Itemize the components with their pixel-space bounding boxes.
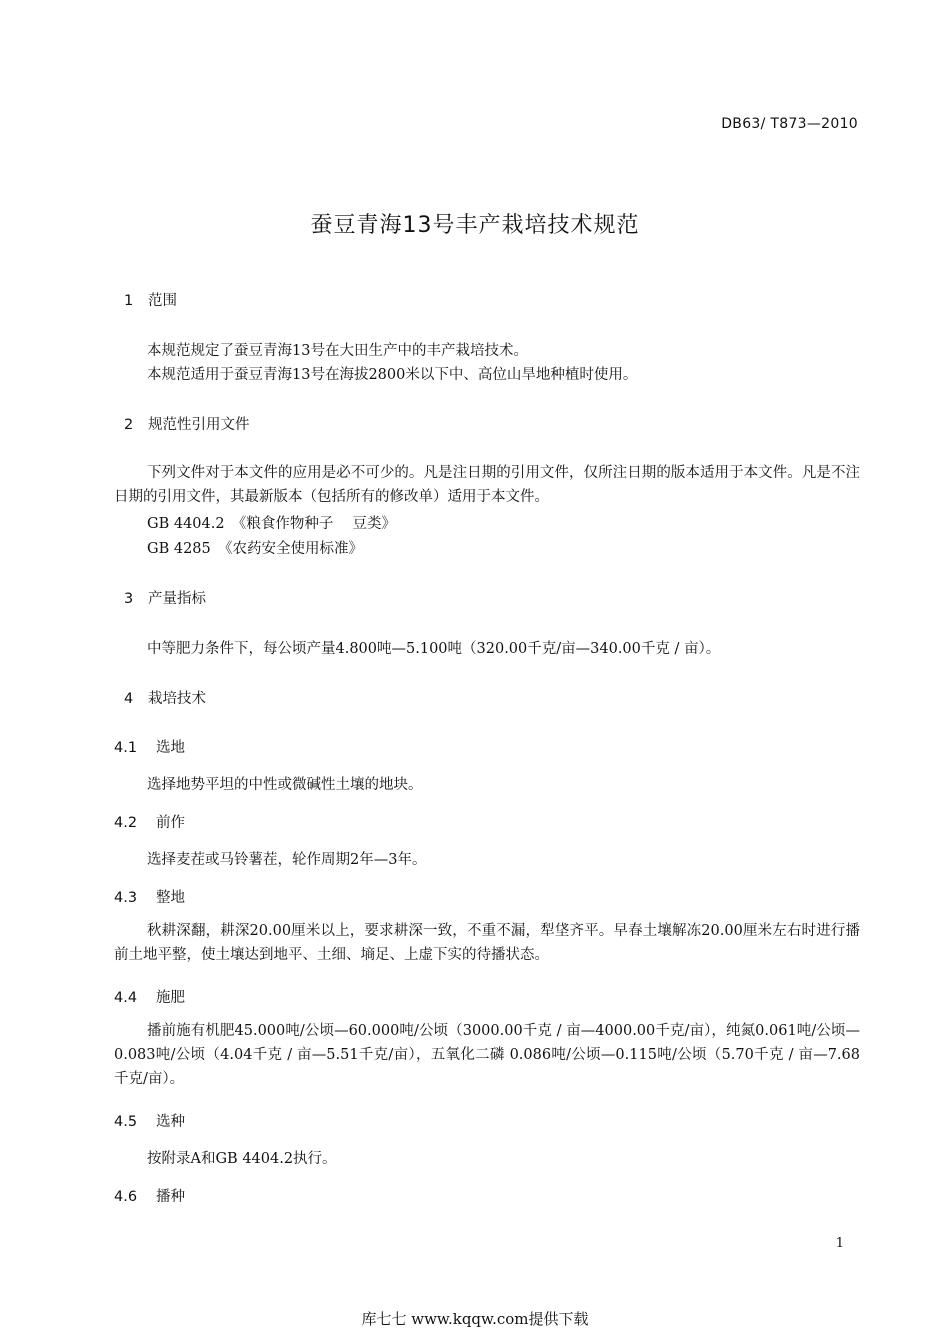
subsection-heading-4-2 (114, 811, 185, 832)
subsection-number: 4.6 (114, 1189, 138, 1205)
footer-watermark: 库七七 www.kqqw.com提供下载 (361, 1310, 589, 1328)
section-title: 范围 (148, 293, 177, 309)
subsection-title: 选种 (156, 1114, 185, 1130)
paragraph: 播前施有机肥45.000吨/公顷—60.000吨/公顷（3000.00千克 / 亩—4000.00千克/亩），纯氮0.061吨/公顷—0.083吨/公顷（4.04千克 / 亩—5.51千克/亩），五氧化二磷 0.086吨/公顷—0.115吨/公顷（5.70千克 / 亩—7.68千克/亩）。 (114, 1023, 860, 1087)
subsection-title: 施肥 (156, 990, 185, 1006)
section-title: 产量指标 (148, 591, 206, 607)
subsection-number: 4.5 (114, 1114, 138, 1130)
section-number: 2 (124, 417, 134, 433)
paragraph: 本规范规定了蚕豆青海13号在大田生产中的丰产栽培技术。 (147, 343, 528, 359)
section-number: 4 (124, 691, 134, 707)
page-number: 1 (835, 1236, 844, 1251)
page-title: 蚕豆青海13号丰产栽培技术规范 (310, 213, 640, 238)
section-title: 栽培技术 (148, 691, 206, 707)
paragraph: 按附录A和GB 4404.2执行。 (147, 1151, 337, 1167)
section-heading-2 (124, 413, 250, 434)
subsection-title: 播种 (156, 1189, 185, 1205)
subsection-heading-4-1 (114, 736, 185, 757)
section-number: 3 (124, 591, 134, 607)
section-heading-3 (124, 587, 206, 608)
paragraph: 选择地势平坦的中性或微碱性土壤的地块。 (147, 777, 423, 793)
subsection-heading-4-6 (114, 1185, 185, 1206)
section-number: 1 (124, 293, 134, 309)
paragraph: 秋耕深翻，耕深20.00厘米以上，要求耕深一致，不重不漏，犁垡齐平。早春土壤解冻20.00厘米左右时进行播前土地平整，使土壤达到地平、土细、墒足、上虚下实的待播状态。 (114, 923, 860, 963)
subsection-title: 前作 (156, 815, 185, 831)
reference-item: GB 4404.2 《粮食作物种子 豆类》 (147, 516, 396, 532)
subsection-heading-4-3 (114, 886, 185, 907)
document-number: DB63/ T873—2010 (721, 116, 858, 132)
paragraph: 本规范适用于蚕豆青海13号在海拔2800米以下中、高位山旱地种植时使用。 (147, 367, 638, 383)
paragraph: 选择麦茬或马铃薯茬，轮作周期2年—3年。 (147, 852, 427, 868)
reference-item: GB 4285 《农药安全使用标准》 (147, 541, 363, 557)
paragraph: 下列文件对于本文件的应用是必不可少的。凡是注日期的引用文件，仅所注日期的版本适用于本文件。凡是不注日期的引用文件，其最新版本（包括所有的修改单）适用于本文件。 (114, 465, 860, 505)
subsection-number: 4.1 (114, 740, 138, 756)
paragraph: 中等肥力条件下，每公顷产量4.800吨—5.100吨（320.00千克/亩—340.00千克 / 亩）。 (147, 641, 721, 657)
subsection-number: 4.4 (114, 990, 138, 1006)
subsection-heading-4-5 (114, 1110, 185, 1131)
section-title: 规范性引用文件 (148, 417, 250, 433)
subsection-title: 整地 (156, 890, 185, 906)
subsection-number: 4.3 (114, 890, 138, 906)
section-heading-1 (124, 289, 177, 310)
subsection-heading-4-4 (114, 986, 185, 1007)
section-heading-4 (124, 687, 206, 708)
subsection-number: 4.2 (114, 815, 138, 831)
subsection-title: 选地 (156, 740, 185, 756)
